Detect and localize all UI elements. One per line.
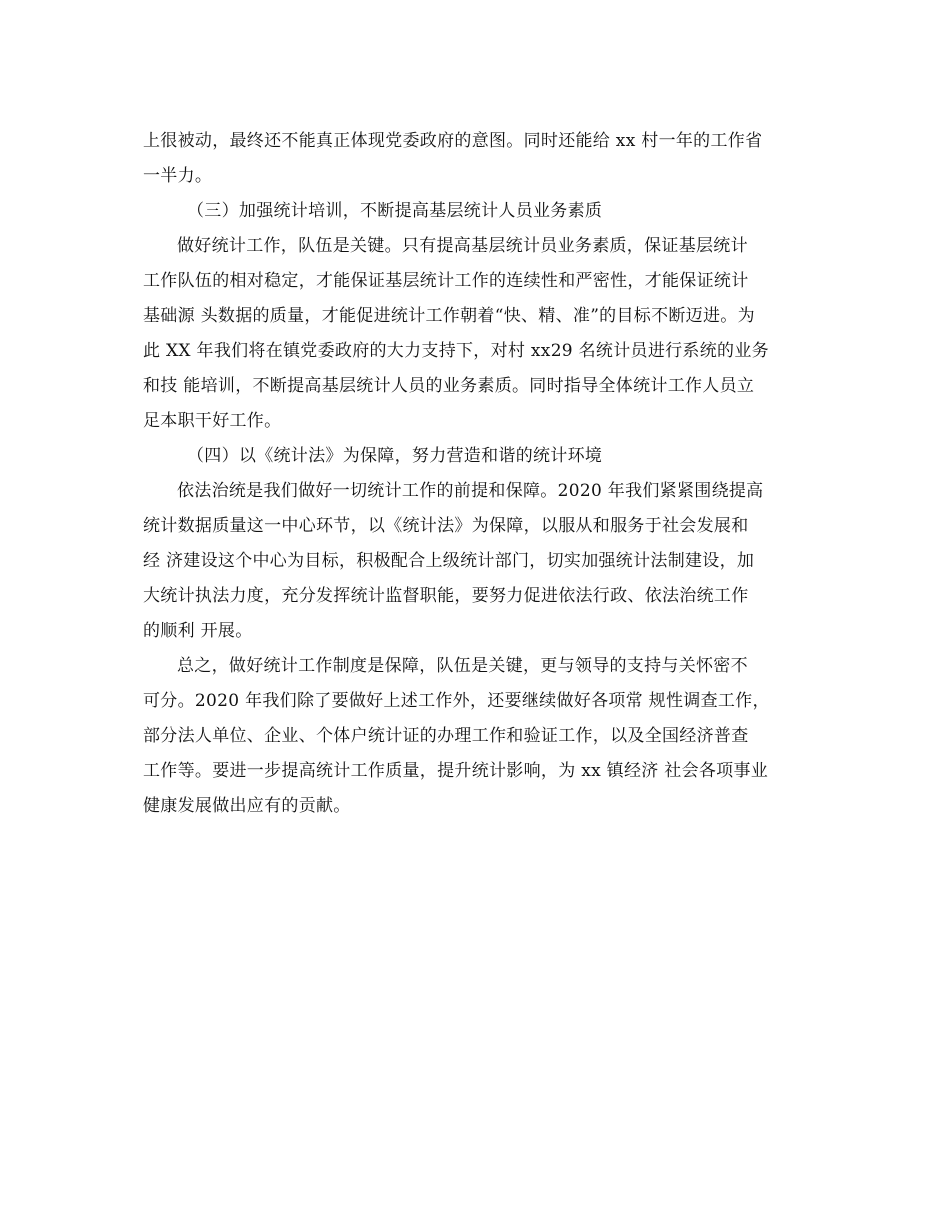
document-body bbox=[143, 124, 809, 824]
text-line: 大统计执法力度，充分发挥统计监督职能，要努力促进依法行政、依法治统工作 bbox=[143, 586, 749, 606]
text-line: 足本职干好工作。 bbox=[143, 411, 282, 431]
text-line: 经 济建设这个中心为目标，积极配合上级统计部门，切实加强统计法制建设，加 bbox=[143, 551, 755, 571]
text-line: 可分。2020 年我们除了要做好上述工作外，还要继续做好各项常 规性调查工作， bbox=[143, 691, 770, 711]
text-line: 健康发展做出应有的贡献。 bbox=[143, 796, 351, 816]
text-line: 和技 能培训，不断提高基层统计人员的业务素质。同时指导全体统计工作人员立 bbox=[143, 376, 755, 396]
text-line: 此 XX 年我们将在镇党委政府的大力支持下，对村 xx29 名统计员进行系统的业务 bbox=[143, 341, 769, 361]
text-line: 的顺利 开展。 bbox=[143, 621, 253, 641]
text-line: 部分法人单位、企业、个体户统计证的办理工作和验证工作，以及全国经济普查 bbox=[143, 726, 749, 746]
section-heading: （四）以《统计法》为保障，努力营造和谐的统计环境 bbox=[187, 446, 603, 466]
section-heading: （三）加强统计培训，不断提高基层统计人员业务素质 bbox=[187, 201, 603, 221]
text-line: 统计数据质量这一中心环节，以《统计法》为保障，以服从和服务于社会发展和 bbox=[143, 516, 749, 536]
text-line: 上很被动，最终还不能真正体现党委政府的意图。同时还能给 xx 村一年的工作省 bbox=[143, 131, 763, 151]
text-line: 基础源 头数据的质量，才能促进统计工作朝着“快、精、准”的目标不断迈进。为 bbox=[143, 306, 755, 326]
text-line: 工作等。要进一步提高统计工作质量，提升统计影响，为 xx 镇经济 社会各项事业 bbox=[143, 761, 769, 781]
paragraph-first-line: 总之，做好统计工作制度是保障，队伍是关键，更与领导的支持与关怀密不 bbox=[177, 656, 748, 676]
paragraph-first-line: 依法治统是我们做好一切统计工作的前提和保障。2020 年我们紧紧围绕提高 bbox=[177, 481, 764, 501]
paragraph-first-line: 做好统计工作，队伍是关键。只有提高基层统计员业务素质，保证基层统计 bbox=[177, 236, 748, 256]
text-line: 一半力。 bbox=[143, 166, 213, 186]
text-line: 工作队伍的相对稳定，才能保证基层统计工作的连续性和严密性，才能保证统计 bbox=[143, 271, 749, 291]
